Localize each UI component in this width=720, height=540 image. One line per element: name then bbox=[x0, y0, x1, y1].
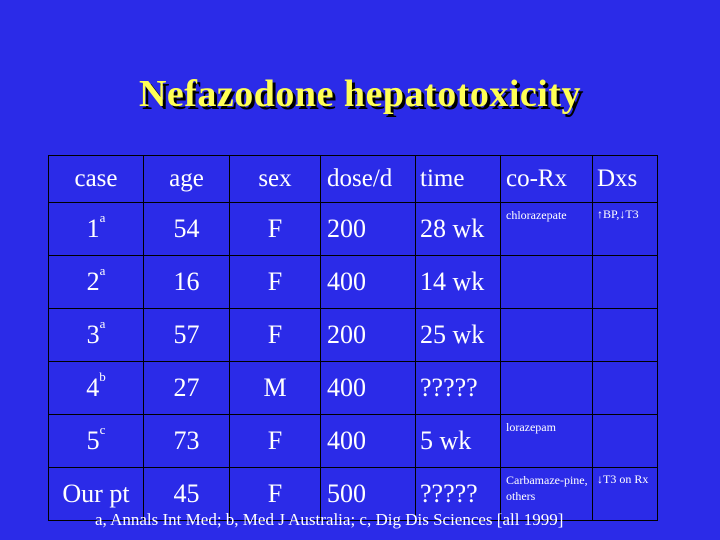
cell-case: 2$^a$ bbox=[49, 256, 144, 309]
table-row bbox=[49, 203, 658, 256]
cell-sex: F bbox=[230, 256, 321, 309]
cell-sex: M bbox=[230, 362, 321, 415]
header-time: time bbox=[416, 156, 501, 203]
cell-sex: F bbox=[230, 415, 321, 468]
case-reference-superscript: a bbox=[99, 263, 106, 278]
cell-age: 45 bbox=[144, 468, 230, 521]
cell-sex: F bbox=[230, 468, 321, 521]
cases-table bbox=[48, 155, 658, 521]
cell-dose: 400 bbox=[321, 256, 416, 309]
cell-time: 5 wk bbox=[416, 415, 501, 468]
references-footnote: a, Annals Int Med; b, Med J Australia; c, Dig Dis Sciences [all 1999] bbox=[95, 510, 564, 529]
cell-corx: Carbamaze-pine, others bbox=[501, 468, 593, 521]
cell-dose: 200 bbox=[321, 203, 416, 256]
cell-time: 14 wk bbox=[416, 256, 501, 309]
cell-case: 1$^a$ bbox=[49, 203, 144, 256]
cell-dose: 200 bbox=[321, 309, 416, 362]
cell-corx bbox=[501, 309, 593, 362]
cell-dxs: ↓T3 on Rx bbox=[593, 468, 658, 521]
cell-time: ????? bbox=[416, 362, 501, 415]
cell-sex: F bbox=[230, 309, 321, 362]
slide-title: Nefazodone hepatotoxicity bbox=[138, 73, 582, 115]
header-dose: dose/d bbox=[321, 156, 416, 203]
header-case: case bbox=[49, 156, 144, 203]
table-row bbox=[49, 415, 658, 468]
cell-time: 28 wk bbox=[416, 203, 501, 256]
cell-corx: lorazepam bbox=[501, 415, 593, 468]
cell-corx: chlorazepate bbox=[501, 203, 593, 256]
table-header-row bbox=[49, 156, 658, 203]
case-reference-superscript: a bbox=[99, 316, 106, 331]
cell-age: 57 bbox=[144, 309, 230, 362]
cell-case: 4$^b$ bbox=[49, 362, 144, 415]
cell-dose: 400 bbox=[321, 362, 416, 415]
case-reference-superscript: b bbox=[99, 369, 106, 384]
cell-dose: 500 bbox=[321, 468, 416, 521]
cell-dxs bbox=[593, 256, 658, 309]
cell-dxs bbox=[593, 362, 658, 415]
header-age: age bbox=[144, 156, 230, 203]
cell-dxs bbox=[593, 309, 658, 362]
cell-corx bbox=[501, 362, 593, 415]
cell-case: 5$^c$ bbox=[49, 415, 144, 468]
cell-case: 3$^a$ bbox=[49, 309, 144, 362]
cell-corx bbox=[501, 256, 593, 309]
case-reference-superscript: a bbox=[99, 210, 106, 225]
header-sex: sex bbox=[230, 156, 321, 203]
cell-dxs: ↑BP,↓T3 bbox=[593, 203, 658, 256]
cell-dose: 400 bbox=[321, 415, 416, 468]
cell-age: 16 bbox=[144, 256, 230, 309]
header-dxs: Dxs bbox=[593, 156, 658, 203]
header-corx: co-Rx bbox=[501, 156, 593, 203]
cell-case: Our pt bbox=[49, 468, 144, 521]
cell-time: ????? bbox=[416, 468, 501, 521]
case-reference-superscript: c bbox=[99, 422, 106, 437]
table-row bbox=[49, 362, 658, 415]
table-row bbox=[49, 309, 658, 362]
cell-age: 54 bbox=[144, 203, 230, 256]
table-row bbox=[49, 256, 658, 309]
cell-age: 27 bbox=[144, 362, 230, 415]
cell-time: 25 wk bbox=[416, 309, 501, 362]
cell-dxs bbox=[593, 415, 658, 468]
cell-sex: F bbox=[230, 203, 321, 256]
cell-age: 73 bbox=[144, 415, 230, 468]
